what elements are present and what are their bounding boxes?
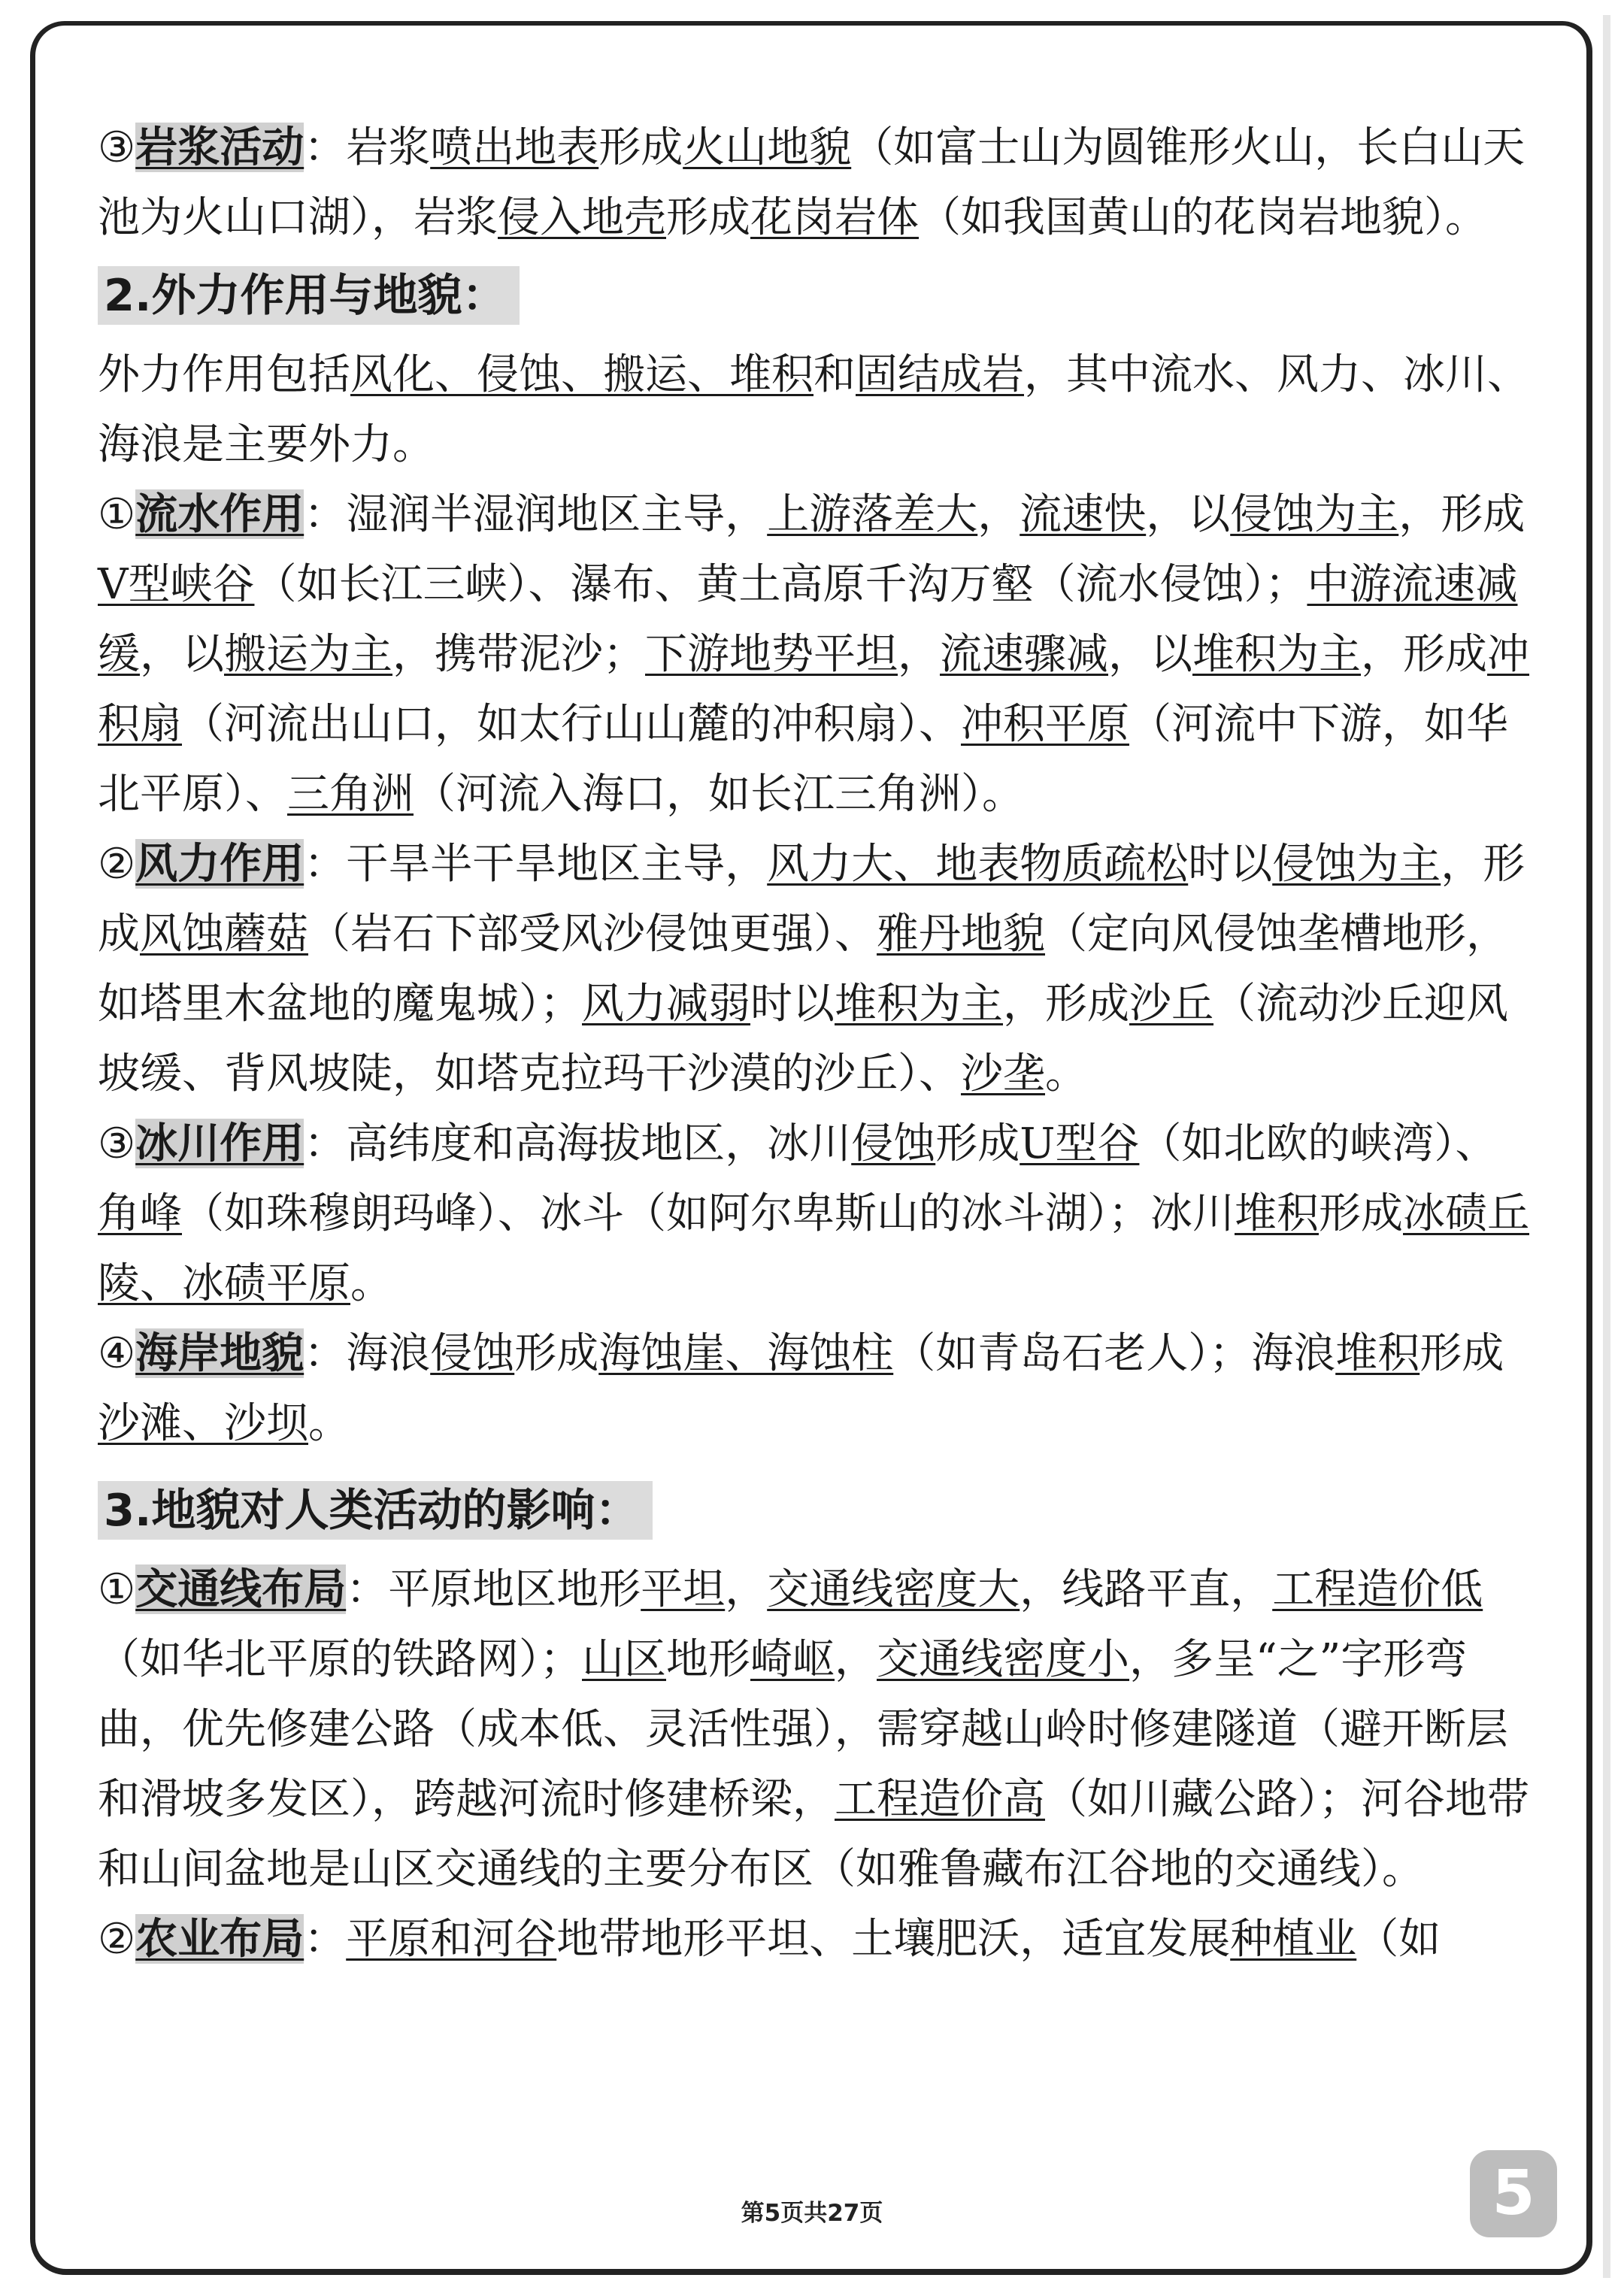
key-term: 工程造价低 xyxy=(1272,1565,1483,1614)
text-run: ：岩浆 xyxy=(304,123,431,172)
text-run: ① xyxy=(98,490,136,539)
text-run: （如青岛石老人）；海浪 xyxy=(893,1329,1336,1378)
key-term: 沙滩、沙坝 xyxy=(98,1399,308,1448)
text-run: ：海浪 xyxy=(304,1329,431,1378)
page-footer: 第5页共27页 xyxy=(741,2200,883,2227)
text-run: 地形 xyxy=(666,1635,750,1684)
topic-label: 流水作用 xyxy=(135,489,304,539)
topic-label: 交通线布局 xyxy=(135,1564,347,1614)
text-run: ，以 xyxy=(140,630,224,679)
text-run: ， xyxy=(977,490,1020,539)
text-run: ，以 xyxy=(1146,490,1231,539)
text-run: ，形成 xyxy=(1361,630,1487,679)
topic-label: 冰川作用 xyxy=(135,1119,304,1168)
key-term: 侵蚀为主 xyxy=(1272,840,1441,889)
key-term: 下游地势平坦 xyxy=(645,630,898,679)
para-external-forces xyxy=(98,340,1530,480)
scan-edge xyxy=(1603,15,1610,2278)
document-body xyxy=(98,113,1530,1974)
text-run: ，携带泥沙； xyxy=(392,630,645,679)
section-heading-label: 3.地貌对人类活动的影响： xyxy=(98,1481,653,1540)
topic-label: 风力作用 xyxy=(135,839,304,889)
key-term: 花岗岩体 xyxy=(750,193,919,242)
text-run: （如我国黄山的花岗岩地貌）。 xyxy=(919,193,1487,242)
text-run: ，形成 xyxy=(98,840,1526,959)
text-run: ，多呈“之”字形弯曲，优先修建公路（成本低、灵活性强），需穿越山岭时修建隧道（避开断层和滑坡多发区），跨越河流时修建桥梁， xyxy=(98,1635,1508,1824)
key-term: V型峡谷 xyxy=(98,560,255,609)
key-term: 堆积 xyxy=(1235,1189,1319,1238)
key-term: 侵蚀 xyxy=(851,1119,936,1168)
text-run: 。 xyxy=(1045,1050,1087,1098)
text-run: （如川藏公路）；河谷地带和山间盆地是山区交通线的主要分布区（如雅鲁藏布江谷地的交通线）。 xyxy=(98,1775,1529,1894)
text-run: ：湿润半湿润地区主导， xyxy=(304,490,768,539)
text-run: ， xyxy=(898,630,940,679)
text-run: 和 xyxy=(814,350,856,399)
para-water xyxy=(98,480,1530,829)
text-run: 形成 xyxy=(1419,1329,1504,1378)
key-term: 搬运为主 xyxy=(224,630,392,679)
text-run: 形成 xyxy=(1319,1189,1403,1238)
text-run: ， xyxy=(725,1565,768,1614)
key-term: 崎岖 xyxy=(750,1635,835,1684)
key-term: 侵蚀为主 xyxy=(1230,490,1399,539)
key-term: 冲积扇 xyxy=(98,630,1529,749)
key-term: 雅丹地貌 xyxy=(877,910,1045,959)
text-run: ：平原地区地形 xyxy=(346,1565,641,1614)
para-wind xyxy=(98,829,1530,1109)
text-run: 。 xyxy=(350,1259,392,1308)
para-magma xyxy=(98,113,1530,253)
text-run: ④ xyxy=(98,1329,136,1378)
text-run: ① xyxy=(98,1565,136,1614)
para-agriculture xyxy=(98,1904,1530,1974)
text-run: ② xyxy=(98,1915,136,1964)
text-run: ③ xyxy=(98,123,136,172)
text-run: ，线路平直， xyxy=(1020,1565,1273,1614)
key-term: 交通线密度大 xyxy=(767,1565,1020,1614)
key-term: 火山地貌 xyxy=(683,123,852,172)
text-run: ， xyxy=(835,1635,877,1684)
key-term: 侵入地壳 xyxy=(498,193,666,242)
key-term: 堆积为主 xyxy=(835,980,1003,1028)
text-run: （河流中下游，如华北平原）、 xyxy=(98,700,1508,819)
key-term: 堆积为主 xyxy=(1192,630,1361,679)
text-run: ，形成 xyxy=(1003,980,1129,1028)
heading-text xyxy=(98,262,520,332)
text-run: 外力作用包括 xyxy=(98,350,350,399)
key-term: 侵蚀 xyxy=(430,1329,515,1378)
text-run: ，以 xyxy=(1108,630,1192,679)
page-number-badge: 5 xyxy=(1470,2150,1557,2237)
section-heading-2 xyxy=(98,253,1530,340)
key-term: 风蚀蘑菇 xyxy=(140,910,308,959)
para-coast xyxy=(98,1319,1530,1458)
topic-label: 农业布局 xyxy=(135,1914,304,1964)
text-run: （如 xyxy=(1356,1915,1441,1964)
key-term: 流速骤减 xyxy=(940,630,1108,679)
key-term: U型谷 xyxy=(1020,1119,1140,1168)
section-heading-3 xyxy=(98,1468,1530,1555)
text-run: （河流入海口，如长江三角洲）。 xyxy=(414,770,1024,819)
key-term: 喷出地表 xyxy=(430,123,599,172)
text-run: ： xyxy=(304,1915,347,1964)
key-term: 风化、侵蚀、搬运、堆积 xyxy=(350,350,814,399)
key-term: 冰碛丘陵、冰碛平原 xyxy=(98,1189,1529,1308)
key-term: 风力减弱 xyxy=(582,980,750,1028)
key-term: 上游落差大 xyxy=(767,490,978,539)
key-term: 风力大、地表物质疏松 xyxy=(767,840,1189,889)
text-run: ，形成 xyxy=(1398,490,1526,539)
topic-label: 岩浆活动 xyxy=(135,123,304,172)
key-term: 流速快 xyxy=(1020,490,1147,539)
text-run: （河流出山口，如太行山山麓的冲积扇）、 xyxy=(182,700,961,749)
text-run: 。 xyxy=(308,1399,350,1448)
topic-label: 海岸地貌 xyxy=(135,1328,304,1378)
text-run: ：干旱半干旱地区主导， xyxy=(304,840,768,889)
text-run: 形成 xyxy=(514,1329,599,1378)
key-term: 平原和河谷 xyxy=(346,1915,557,1964)
text-run: 形成 xyxy=(598,123,683,172)
text-run: 时以 xyxy=(1188,840,1273,889)
text-run: （如富士山为圆锥形火山，长白山天池为火山口湖），岩浆 xyxy=(98,123,1526,242)
key-term: 冲积平原 xyxy=(961,700,1129,749)
text-run: 形成 xyxy=(935,1119,1020,1168)
key-term: 种植业 xyxy=(1230,1915,1357,1964)
text-run: （如北欧的峡湾）、 xyxy=(1139,1119,1498,1168)
section-heading-label: 2.外力作用与地貌： xyxy=(98,266,520,325)
text-run: （如华北平原的铁路网）； xyxy=(98,1635,582,1684)
text-run: ，其中流水、风力、冰川、海浪是主要外力。 xyxy=(98,350,1529,469)
key-term: 角峰 xyxy=(98,1189,182,1238)
text-run: （定向风侵蚀垄槽地形，如塔里木盆地的魔鬼城）； xyxy=(98,910,1508,1028)
text-run: ：高纬度和高海拔地区，冰川 xyxy=(304,1119,852,1168)
para-glacier xyxy=(98,1109,1530,1319)
text-run: （岩石下部受风沙侵蚀更强）、 xyxy=(308,910,877,959)
key-term: 交通线密度小 xyxy=(877,1635,1129,1684)
text-run: （如珠穆朗玛峰）、冰斗（如阿尔卑斯山的冰斗湖）；冰川 xyxy=(182,1189,1235,1238)
key-term: 工程造价高 xyxy=(835,1775,1045,1824)
text-run: 地带地形平坦、土壤肥沃，适宜发展 xyxy=(556,1915,1231,1964)
text-run: 形成 xyxy=(666,193,750,242)
key-term: 沙垄 xyxy=(961,1050,1045,1098)
para-transport xyxy=(98,1555,1530,1904)
heading-text xyxy=(98,1477,653,1546)
key-term: 沙丘 xyxy=(1129,980,1213,1028)
text-run: （流动沙丘迎风坡缓、背风坡陡，如塔克拉玛干沙漠的沙丘）、 xyxy=(98,980,1508,1098)
key-term: 三角洲 xyxy=(287,770,414,819)
text-run: ② xyxy=(98,840,136,889)
key-term: 平坦 xyxy=(641,1565,726,1614)
text-run: 时以 xyxy=(750,980,835,1028)
key-term: 中游流速减缓 xyxy=(98,560,1518,679)
key-term: 海蚀崖、海蚀柱 xyxy=(598,1329,894,1378)
text-run: （如长江三峡）、瀑布、黄土高原千沟万壑（流水侵蚀）； xyxy=(254,560,1307,609)
key-term: 固结成岩 xyxy=(856,350,1024,399)
key-term: 堆积 xyxy=(1335,1329,1420,1378)
text-run: ③ xyxy=(98,1119,136,1168)
key-term: 山区 xyxy=(582,1635,666,1684)
